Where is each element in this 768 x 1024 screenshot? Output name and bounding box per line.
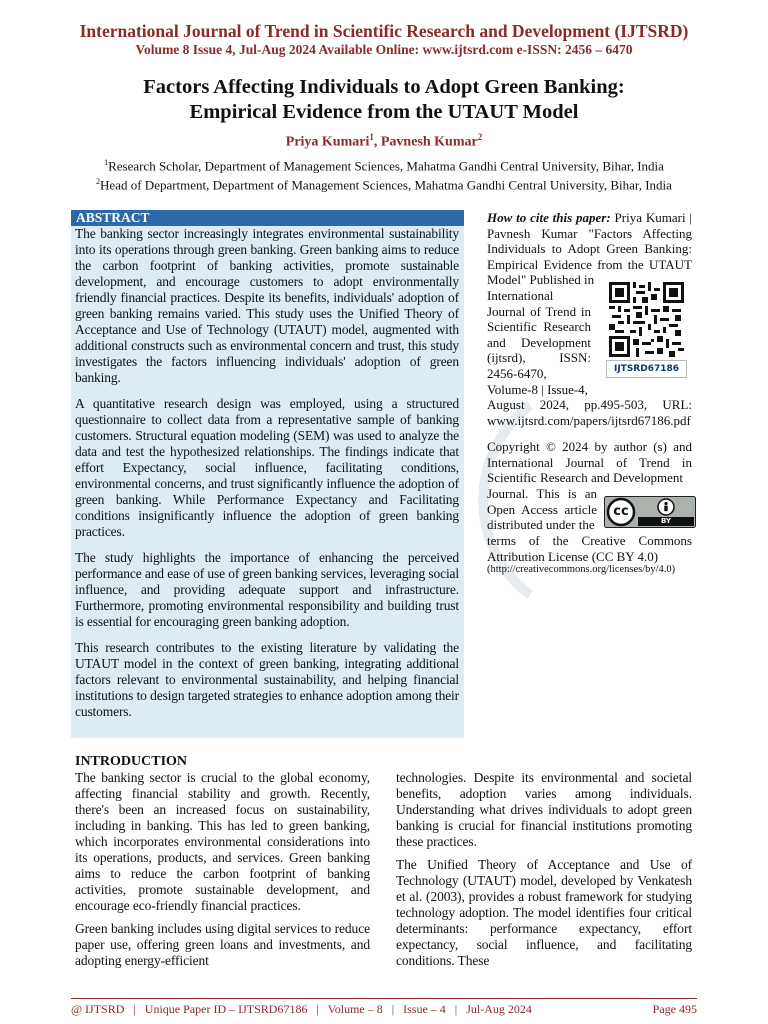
abstract-paragraph-4: This research contributes to the existing literature by validating the UTAUT model in the context of green banking, integrating additional factors relevant to environmental sustainability, and helping financial institutions to design targeted strategies to enhance adoption among their customers. [75,640,459,719]
citation-colon: : [606,210,611,225]
introduction-heading: INTRODUCTION [75,754,188,769]
cc-by-license-badge[interactable] [604,496,696,528]
page-footer [71,1002,697,1016]
abstract-paragraph-3: The study highlights the importance of enhancing the perceived performance and ease of use of green banking services, leveraging social influence, and providing adequate support and infrastructure. Furthermore, promoting environmental responsibility and building trust is essential for encouraging green banking adoption. [75,550,459,629]
author-1: Priya Kumari [285,134,370,150]
abstract-heading: ABSTRACT [71,210,464,226]
intro-right-paragraph-1: technologies. Despite its environmental and societal benefits, adoption varies among individuals. Understanding what drives individuals to adopt green banking is crucial for financial institutions promoting these practices. [396,770,692,849]
affiliation-1 [0,155,768,174]
copyright-block-bottom: terms of the Creative Commons Attribution License (CC BY 4.0) [487,533,692,564]
affiliation-2-text: Head of Department, Department of Management Sciences, Mahatma Gandhi Central University, Bihar, India [100,177,672,193]
paper-title-line-2: Empirical Evidence from the UTAUT Model [189,101,579,123]
journal-title: International Journal of Trend in Scientific Research and Development (IJTSRD) [79,21,689,41]
citation-block-top [487,210,692,288]
by-label: BY [660,517,672,525]
license-url[interactable]: (http://creativecommons.org/licenses/by/4.0) [487,564,676,575]
page-number: Page 495 [652,1002,697,1016]
cc-label: cc [613,504,629,519]
qr-code-id-label: IJTSRD67186 [606,360,687,378]
journal-issue-line: Volume 8 Issue 4, Jul-Aug 2024 Available Online: www.ijtsrd.com e-ISSN: 2456 – 6470 [135,42,633,57]
author-separator: , [373,134,381,150]
citation-label: How to cite this paper [487,210,607,225]
intro-left-paragraph-2: Green banking includes using digital services to reduce paper use, offering green loans and investments, and adopting energy-efficient [75,921,370,968]
intro-right-column [396,770,692,976]
intro-left-paragraph-1: The banking sector is crucial to the global economy, affecting financial stability and growth. Recently, there's been an increased focus on sustainability, including in banking. This has led to green banking, which incorporates environmental considerations into its operations, products, and services. Green banking aims to reduce the carbon footprint of banking activities, promote sustainable development, and encourage eco-friendly financial practices. [75,770,370,913]
copyright-block-top: Copyright © 2024 by author (s) and International Journal of Trend in Scientific Research and Development [487,439,692,486]
affiliation-2 [0,174,768,193]
qr-code-icon[interactable] [609,282,684,357]
affiliation-1-text: Research Scholar, Department of Management Sciences, Mahatma Gandhi Central University, Bihar, India [108,158,664,174]
author-2: Pavnesh Kumar [380,134,478,150]
citation-block-narrow: International Journal of Trend in Scientific Research and Development (ijtsrd), ISSN: 2456-6470, Volume-8 | Issue-4, [487,288,591,397]
paper-title-line-1: Factors Affecting Individuals to Adopt Green Banking: [143,76,625,98]
author-1-sup: 1 [369,132,374,142]
citation-block-bottom: August 2024, pp.495-503, URL: www.ijtsrd.com/papers/ijtsrd67186.pdf [487,397,692,428]
abstract-paragraph-1: The banking sector increasingly integrates environmental sustainability into its operations through green banking. Green banking aims to reduce the carbon footprint of banking activities, promote sustainable development, and encourage customers to adopt environmentally friendly financial practices. Despite its benefits, individuals' adoption of green banking remains varied. This study uses the Unified Theory of Acceptance and Use of Technology (UTAUT) model, augmented with additional constructs such as environmental concern and trust, this study investigates the factors influencing individuals' adoption of green banking. [75,226,459,385]
intro-right-paragraph-2: The Unified Theory of Acceptance and Use of Technology (UTAUT) model, developed by Venkatesh et al. (2003), provides a robust framework for studying technology adoption. The model identifies four critical determinants: performance expectancy, effort expectancy, social influence, and facilitating conditions. These [396,857,692,968]
intro-left-column [75,770,370,976]
copyright-block-narrow: Journal. This is an Open Access article distributed under the [487,486,597,533]
author-2-sup: 2 [477,132,483,142]
affiliation-1-sup: 1 [104,158,109,167]
citation-text-a: Priya Kumari | Pavnesh Kumar "Factors Affecting Individuals to Adopt Green Banking: Empirical Evidence from the UTAUT Model" Published in [487,210,692,288]
paper-title [0,75,768,125]
footer-text: @ IJTSRD | Unique Paper ID – IJTSRD67186 | Volume – 8 | Issue – 4 | Jul-Aug 2024 [71,1002,532,1016]
abstract-paragraph-2: A quantitative research design was employed, using a structured questionnaire to collect data from a representative sample of banking customers. Structural equation modeling (SEM) was used to analyze the data and test the hypothesized relationships. The findings indicate that effort Expectancy, social influence, facilitating conditions, environmental concerns, and trust significantly influence the adoption of green banking. While Performance Expectancy and Facilitating conditions insignificantly influence the adoption of green banking practices. [75,396,459,539]
affiliation-2-sup: 2 [96,177,101,186]
author-line [0,128,768,152]
footer-rule [71,998,697,999]
abstract-body [75,226,459,720]
